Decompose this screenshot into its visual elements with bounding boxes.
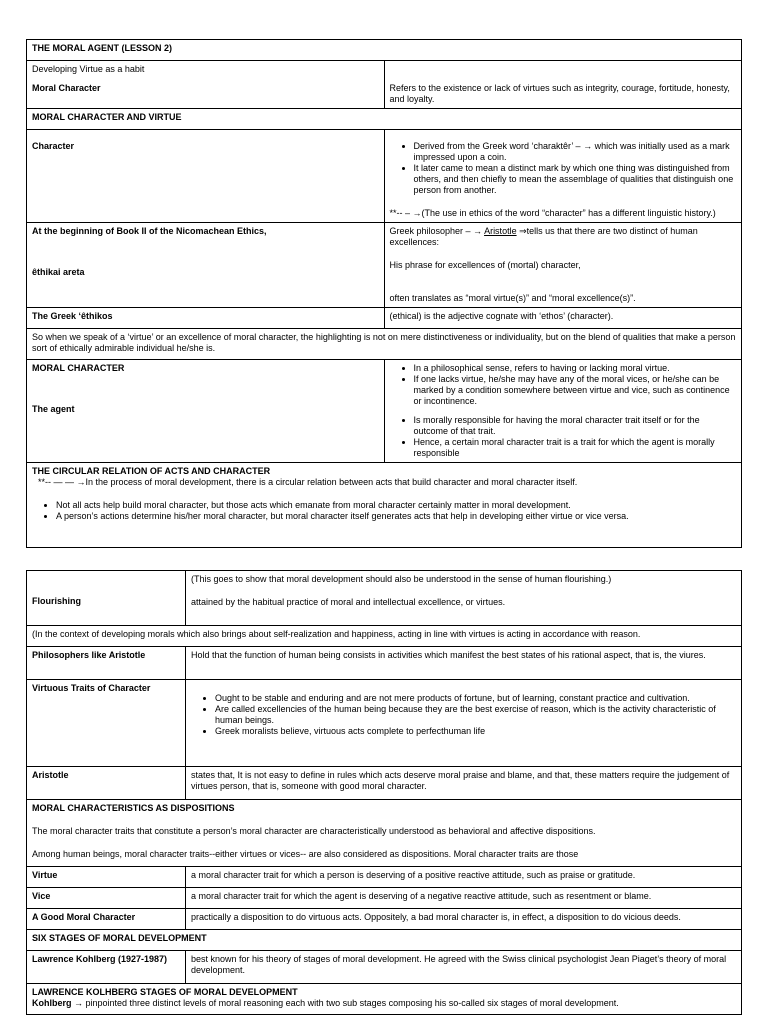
- developing-virtue-label: Developing Virtue as a habit: [32, 64, 145, 74]
- vice-label: Vice: [27, 888, 186, 909]
- vice-definition: a moral character trait for which the agent is deserving of a negative reactive attitude, such as resentment or blame.: [186, 888, 742, 909]
- philosophers-label: Philosophers like Aristotle: [27, 647, 186, 680]
- kohlberg-stages-text: [32, 998, 736, 1009]
- six-stages-title: SIX STAGES OF MORAL DEVELOPMENT: [27, 930, 742, 951]
- traits-label: Virtuous Traits of Character: [27, 680, 186, 767]
- list-item: • In a philosophical sense, refers to having or lacking moral virtue.: [414, 363, 737, 374]
- character-label: Character: [32, 141, 75, 151]
- circular-bullet-list: [32, 500, 736, 522]
- circular-relation-note: **-- — — →In the process of moral development, there is a circular relation between acts that build character and moral character itself.: [38, 477, 578, 487]
- def-cell-traits: [186, 680, 742, 767]
- context-paragraph: (In the context of developing morals which also brings about self-realization and happiness, acting in line with virtues is acting in accordance with reason.: [27, 626, 742, 647]
- book2-text: [390, 226, 737, 248]
- greek-label: The Greek ‘êthikos: [27, 308, 385, 329]
- good-character-label: A Good Moral Character: [27, 909, 186, 930]
- lesson-table-2: [26, 570, 742, 1015]
- lesson-title: THE MORAL AGENT (LESSON 2): [27, 40, 742, 61]
- book2-prefix: Greek philosopher – →: [389, 226, 485, 236]
- term-cell-flourishing: [27, 571, 186, 626]
- term-cell-character: [27, 130, 385, 223]
- def-cell-moral-character: [384, 61, 742, 109]
- list-item: • Are called excellencies of the human being because they are the best exercise of reason, which is the activity characteristic of human beings.: [215, 704, 736, 726]
- kohlberg-definition: best known for his theory of stages of moral development. He agreed with the Swiss clinical psychologist Jean Piaget’s theory of moral development.: [186, 951, 742, 984]
- kohlberg-name: Kohlberg: [32, 998, 72, 1008]
- ethikai-label: êthikai areta: [32, 267, 85, 277]
- character-note: **-- – →(The use in ethics of the word “character” has a different linguistic history.): [389, 208, 716, 218]
- book2-phrase: His phrase for excellences of (mortal) character,: [389, 260, 581, 270]
- circular-relation-cell: [27, 463, 742, 548]
- list-item: • Is morally responsible for having the moral character trait itself or for the outcome of that trait.: [414, 415, 737, 437]
- list-item: • If one lacks virtue, he/she may have any of the moral vices, or he/she can be marked by a condition somewhere between virtue and vice, such as continence or incontinence.: [414, 374, 737, 407]
- lesson-table-1: [26, 39, 742, 548]
- greek-definition: (ethical) is the adjective cognate with ‘ethos’ (character).: [384, 308, 742, 329]
- moral-character-label: Moral Character: [32, 83, 101, 93]
- aristotle-definition: states that, It is not easy to define in rules which acts deserve moral praise and blame, and that, these matters require the judgement of virtues person, that is, someone with good moral character.: [186, 767, 742, 800]
- kohlberg-stages-cell: [27, 984, 742, 1015]
- list-item: • It later came to mean a distinct mark by which one thing was distinguished from others, and then chiefly to mean the assemblage of qualities that distinguish one person from another.: [414, 163, 737, 196]
- traits-bullet-list: [191, 693, 736, 737]
- dispositions-paragraph-1: The moral character traits that constitute a person’s moral character are characteristically understood as behavioral and affective dispositions.: [32, 826, 596, 836]
- flourishing-definition: attained by the habitual practice of moral and intellectual excellence, or virtues.: [191, 597, 506, 607]
- list-item: • A person’s actions determine his/her moral character, but moral character itself generates acts that help in developing either virtue or vice versa.: [56, 511, 736, 522]
- dispositions-cell: [27, 800, 742, 867]
- flourishing-label: Flourishing: [32, 596, 81, 606]
- kohlberg-stages-title: LAWRENCE KOLHBERG STAGES OF MORAL DEVELOPMENT: [32, 987, 298, 997]
- character-bullet-list: [390, 141, 737, 196]
- list-item: • Not all acts help build moral character, but those acts which emanate from moral character certainly matter in moral development.: [56, 500, 736, 511]
- list-item: • Ought to be stable and enduring and are not mere products of fortune, but of learning, constant practice and cultivation.: [215, 693, 736, 704]
- virtue-label: Virtue: [27, 867, 186, 888]
- moral-character-caps-label: MORAL CHARACTER: [32, 363, 125, 373]
- philosophers-definition: Hold that the function of human being consists in activities which manifest the best states of his rational aspect, that is, the viures.: [186, 647, 742, 680]
- list-item: • Derived from the Greek word ‘charaktêr’ – → which was initially used as a mark impressed upon a coin.: [414, 141, 737, 163]
- agent-bullet-list: [390, 415, 737, 459]
- ethikai-definition: often translates as “moral virtue(s)” and “moral excellence(s)”.: [389, 293, 636, 303]
- list-item: • Greek moralists believe, virtuous acts complete to perfecthuman life: [215, 726, 736, 737]
- term-cell-book2: [27, 223, 385, 308]
- aristotle-link[interactable]: Aristotle: [484, 226, 517, 236]
- book2-suffix: ⇒tells us that there are two distinct of human excellences:: [389, 226, 698, 247]
- kohlberg-label: Lawrence Kohlberg (1927-1987): [27, 951, 186, 984]
- aristotle-label: Aristotle: [27, 767, 186, 800]
- moral-character-bullet-list: [390, 363, 737, 407]
- circular-relation-title: THE CIRCULAR RELATION OF ACTS AND CHARACTER: [32, 466, 271, 476]
- def-cell-character: [384, 130, 742, 223]
- moral-character-definition: Refers to the existence or lack of virtues such as integrity, courage, fortitude, honesty, and loyalty.: [389, 83, 730, 104]
- kohlberg-stages-description: → pinpointed three distinct levels of moral reasoning each with two sub stages composing his so-called six stages of moral development.: [71, 998, 619, 1008]
- def-cell-moral-character-agent: [384, 360, 742, 463]
- dispositions-paragraph-2: Among human beings, moral character traits--either virtues or vices-- are also considered as dispositions. Moral character traits are those: [32, 849, 579, 859]
- def-cell-book2: [384, 223, 742, 308]
- list-item: • Hence, a certain moral character trait is a trait for which the agent is morally responsible: [414, 437, 737, 459]
- term-cell-developing: [27, 61, 385, 109]
- def-cell-flourishing: [186, 571, 742, 626]
- virtue-paragraph: So when we speak of a ‘virtue’ or an excellence of moral character, the highlighting is not on mere distinctiveness or individuality, but on the blend of qualities that make a person sort of ethically admirable individual he/she is.: [27, 329, 742, 360]
- dispositions-title: MORAL CHARACTERISTICS AS DISPOSITIONS: [32, 803, 235, 813]
- good-character-definition: practically a disposition to do virtuous acts. Oppositely, a bad moral character is, in effect, a disposition to do vicious deeds.: [186, 909, 742, 930]
- flourishing-note: (This goes to show that moral development should also be understood in the sense of human flourishing.): [191, 574, 612, 584]
- book2-label: At the beginning of Book II of the Nicomachean Ethics,: [32, 226, 267, 236]
- virtue-definition: a moral character trait for which a person is deserving of a positive reactive attitude, such as praise or gratitude.: [186, 867, 742, 888]
- agent-label: The agent: [32, 404, 75, 414]
- term-cell-moral-character: [27, 360, 385, 463]
- section-heading-moral-character-virtue: MORAL CHARACTER AND VIRTUE: [27, 109, 742, 130]
